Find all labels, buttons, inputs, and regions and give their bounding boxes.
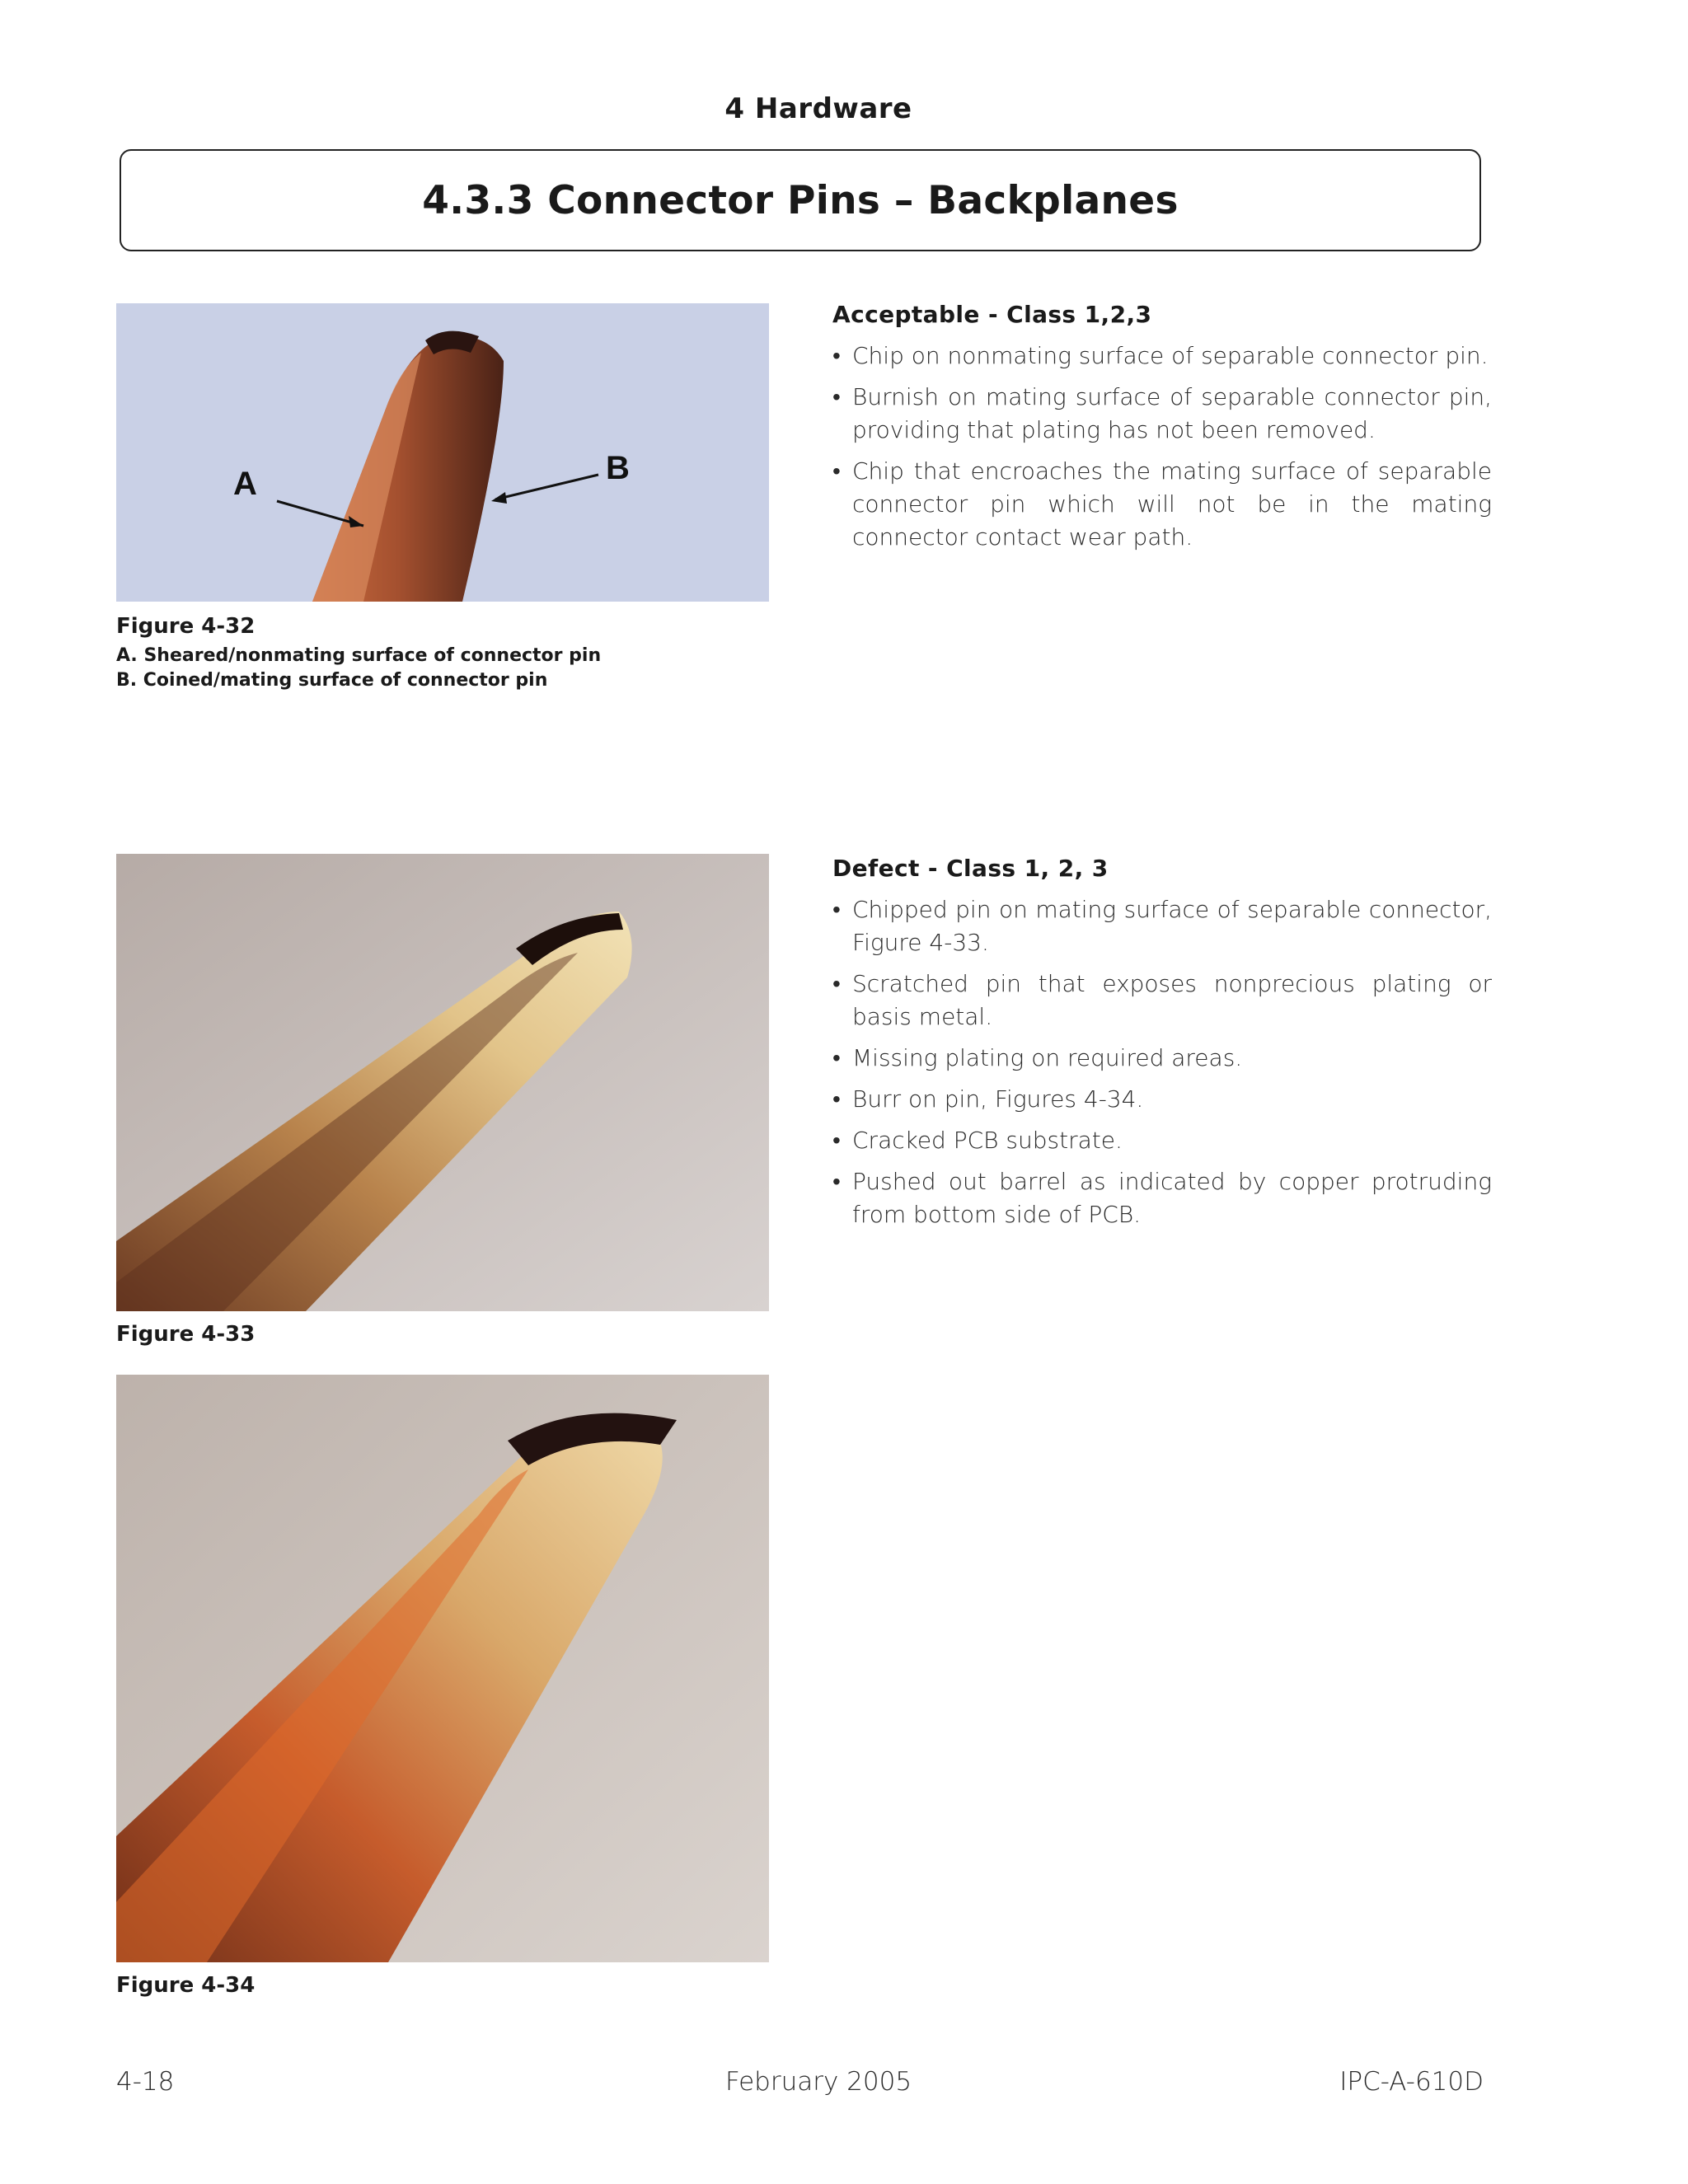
chapter-header: 4 Hardware [724,92,912,125]
figure-4-32-legend-b: B. Coined/mating surface of connector pin [116,670,548,691]
defect-item: • Pushed out barrel as indicated by copper protruding from bottom side of PCB. [832,1168,1492,1228]
figure-4-32-label: Figure 4-32 [116,614,256,639]
figure-4-33-label: Figure 4-33 [116,1322,256,1347]
figure-4-32-photo [116,303,769,602]
defect-item: • Missing plating on required areas. [832,1044,1243,1071]
acceptable-item: • Burnish on mating surface of separable connector pin, providing that plating has not been removed. [832,383,1492,443]
defect-item: • Chipped pin on mating surface of separable connector, Figure 4-33. [832,896,1492,956]
callout-b: B [606,450,630,486]
acceptable-heading: Acceptable - Class 1,2,3 [832,301,1152,328]
figure-4-33-photo [116,854,769,1311]
figure-4-34-photo [116,1375,769,1962]
defect-item: • Burr on pin, Figures 4-34. [832,1085,1144,1113]
publication-date: February 2005 [724,2067,912,2097]
defect-item: • Cracked PCB substrate. [832,1127,1123,1154]
callout-a: A [233,466,257,502]
document-id: IPC-A-610D [1339,2067,1484,2097]
defect-item: • Scratched pin that exposes nonprecious plating or basis metal. [832,970,1492,1030]
figure-4-32-legend-a: A. Sheared/nonmating surface of connector pin [116,645,602,666]
page-number: 4-18 [116,2067,175,2097]
section-title: 4.3.3 Connector Pins – Backplanes [422,177,1179,223]
defect-heading: Defect - Class 1, 2, 3 [832,855,1109,882]
acceptable-item: • Chip that encroaches the mating surface of separable connector pin which will not be in the mating connector contact wear path. [832,457,1492,551]
acceptable-item: • Chip on nonmating surface of separable connector pin. [832,342,1489,369]
section-title-box [120,149,1481,251]
acceptable-section [832,301,1492,562]
figure-4-34-label: Figure 4-34 [116,1973,256,1998]
defect-section [832,855,1492,1240]
